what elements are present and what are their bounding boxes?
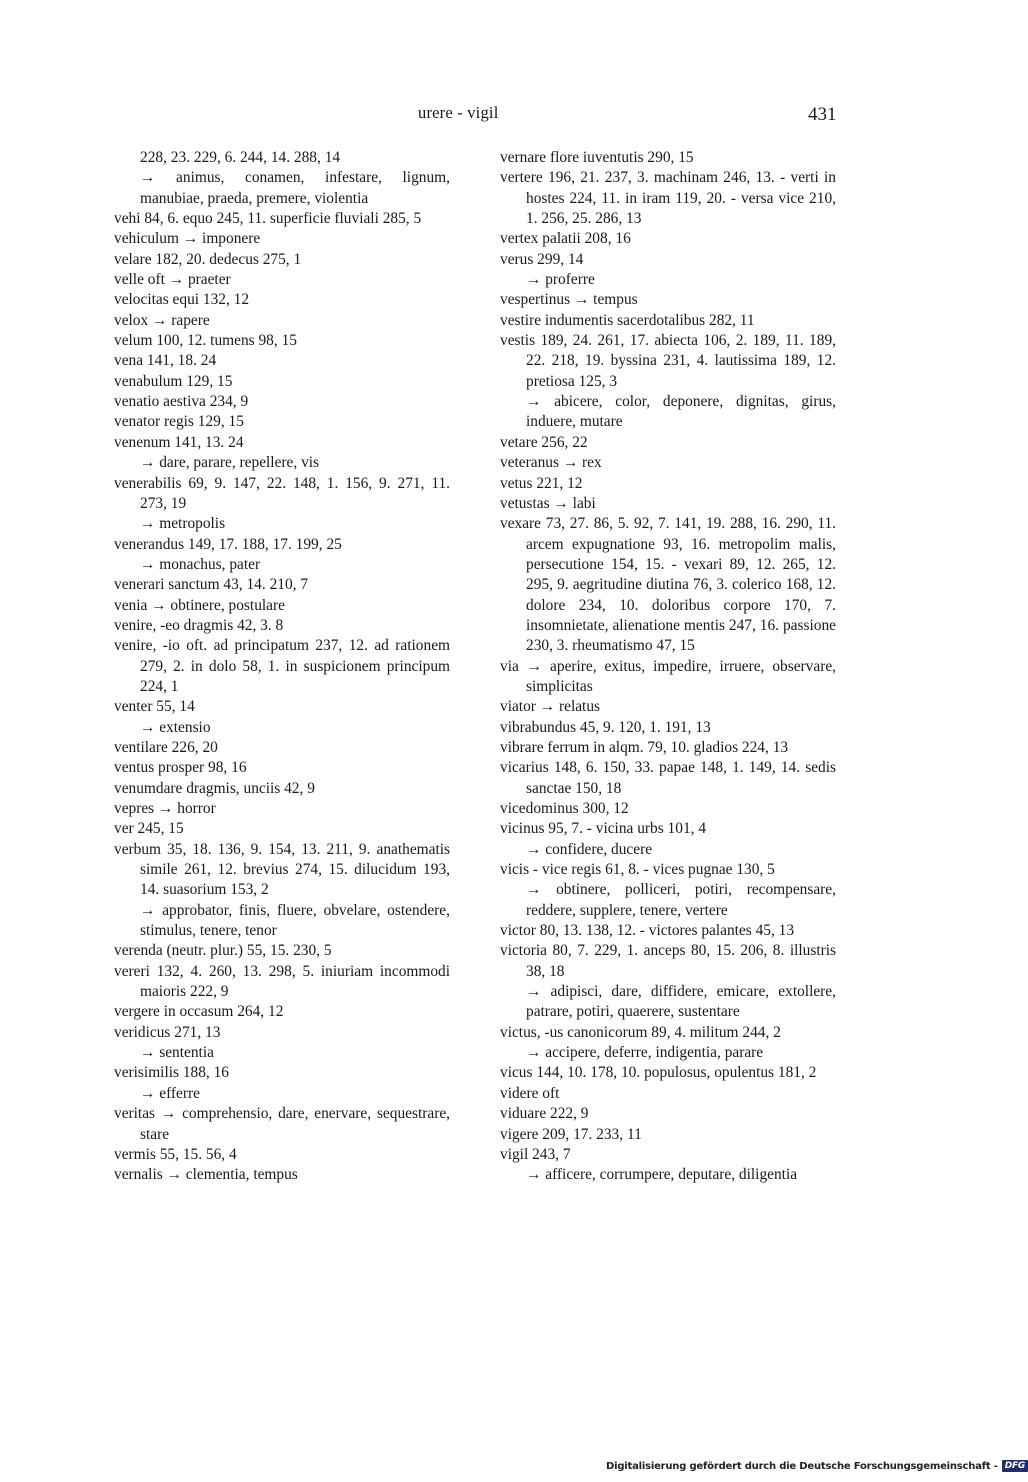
- index-entry: vetare 256, 22: [500, 433, 588, 451]
- index-entry: venatio aestiva 234, 9: [114, 393, 249, 411]
- index-entry: verbum 35, 18. 136, 9. 154, 13. 211, 9. anathematis simile 261, 12. brevius 274, 15. dilucidum 193, 14. suasorium 153, 2: [114, 840, 450, 899]
- index-entry: ventus prosper 98, 16: [114, 759, 247, 777]
- index-entry: ver 245, 15: [114, 820, 184, 838]
- page-header: [0, 103, 1000, 133]
- index-entry: vibrare ferrum in alqm. 79, 10. gladios 224, 13: [500, 738, 789, 756]
- index-entry: → afficere, corrumpere, deputare, diligentia: [526, 1166, 798, 1184]
- index-entry: → abicere, color, deponere, dignitas, girus, induere, mutare: [526, 393, 836, 431]
- index-column-right: [500, 148, 836, 1186]
- index-entry: venire, -io oft. ad principatum 237, 12. ad rationem 279, 2. in dolo 58, 1. in suspicionem principum 224, 1: [114, 637, 450, 695]
- index-entry: → approbator, finis, fluere, obvelare, ostendere, stimulus, tenere, tenor: [140, 901, 450, 940]
- index-entry: vetustas → labi: [500, 494, 596, 512]
- index-column-left: [114, 148, 450, 1186]
- index-entry: videre oft: [500, 1084, 560, 1102]
- index-entry: → monachus, pater: [140, 555, 261, 573]
- index-entry: vestis 189, 24. 261, 17. abiecta 106, 2. 189, 11. 189, 22. 218, 19. byssina 231, 4. lautissima 189, 12. pretiosa 125, 3: [500, 332, 836, 390]
- index-entry: verenda (neutr. plur.) 55, 15. 230, 5: [114, 942, 332, 960]
- index-entry: verus 299, 14: [500, 250, 584, 268]
- index-entry: vibrabundus 45, 9. 120, 1. 191, 13: [500, 718, 711, 736]
- index-entry: vergere in occasum 264, 12: [114, 1003, 284, 1021]
- index-entry: → dare, parare, repellere, vis: [140, 454, 320, 472]
- index-entry: victus, -us canonicorum 89, 4. militum 244, 2: [500, 1023, 781, 1041]
- index-entry: → metropolis: [140, 515, 226, 533]
- index-entry: vereri 132, 4. 260, 13. 298, 5. iniuriam incommodi maioris 222, 9: [114, 962, 450, 1001]
- index-entry: veteranus → rex: [500, 454, 602, 472]
- index-entry: vertere 196, 21. 237, 3. machinam 246, 13. - verti in hostes 224, 11. in iram 119, 20. - versa vice 210, 1. 256, 25. 286, 13: [500, 169, 836, 228]
- index-entry: vicarius 148, 6. 150, 33. papae 148, 1. 149, 14. sedis sanctae 150, 18: [500, 759, 836, 797]
- index-entry: → animus, conamen, infestare, lignum, manubiae, praeda, premere, violentia: [140, 169, 450, 207]
- dfg-logo: DFG: [1002, 1460, 1028, 1472]
- index-entry: vicedominus 300, 12: [500, 800, 629, 817]
- index-entry: vestire indumentis sacerdotalibus 282, 11: [500, 311, 755, 329]
- index-entry: velocitas equi 132, 12: [114, 291, 250, 309]
- running-title: urere - vigil: [418, 103, 499, 122]
- index-entry: vermis 55, 15. 56, 4: [114, 1145, 237, 1163]
- index-entry: vicus 144, 10. 178, 10. populosus, opulentus 181, 2: [500, 1064, 817, 1082]
- index-entry: venerari sanctum 43, 14. 210, 7: [114, 576, 309, 594]
- index-entry: vehi 84, 6. equo 245, 11. superficie fluviali 285, 5: [114, 210, 422, 228]
- index-entry: vehiculum → imponere: [114, 230, 261, 248]
- credit-text: Digitalisierung gefördert durch die Deutsche Forschungsgemeinschaft -: [606, 1460, 998, 1472]
- index-entry: vertex palatii 208, 16: [500, 230, 631, 248]
- index-entry: vexare 73, 27. 86, 5. 92, 7. 141, 19. 288, 16. 290, 11. arcem expugnatione 93, 16. metropolim malis, persecutione 154, 15. - vexari 89, 12. 265, 12. 295, 9. aegritudine diutina 76, 3. colerico 168, 12. dolore 234, 10. doloribus corpore 170, 7. insomnietate, alienatione mentis 247, 16. passione 230, 3. rheumatismo 47, 15: [500, 515, 836, 655]
- index-entry: velle oft → praeter: [114, 271, 231, 289]
- index-entry: vetus 221, 12: [500, 474, 583, 492]
- index-entry: venabulum 129, 15: [114, 372, 233, 390]
- index-entry: ventilare 226, 20: [114, 738, 218, 756]
- index-entry: 228, 23. 229, 6. 244, 14. 288, 14: [140, 149, 341, 166]
- index-entry: victoria 80, 7. 229, 1. anceps 80, 15. 206, 8. illustris 38, 18: [500, 942, 836, 980]
- index-entry: venerabilis 69, 9. 147, 22. 148, 1. 156, 9. 271, 11. 273, 19: [114, 474, 450, 512]
- index-entry: vena 141, 18. 24: [114, 352, 217, 370]
- index-entry: vernalis → clementia, tempus: [114, 1166, 298, 1184]
- index-entry: velare 182, 20. dedecus 275, 1: [114, 250, 302, 268]
- index-entry: vernare flore iuventutis 290, 15: [500, 149, 694, 166]
- index-entry: viator → relatus: [500, 698, 601, 716]
- index-entry: venator regis 129, 15: [114, 413, 244, 431]
- index-entry: → obtinere, polliceri, potiri, recompensare, reddere, supplere, tenere, vertere: [526, 881, 836, 919]
- index-entry: viduare 222, 9: [500, 1105, 589, 1123]
- index-entry: → adipisci, dare, diffidere, emicare, extollere, patrare, potiri, quaerere, sustentare: [526, 983, 836, 1021]
- index-entry: vicinus 95, 7. - vicina urbs 101, 4: [500, 820, 707, 838]
- index-entry: venia → obtinere, postulare: [114, 596, 285, 614]
- index-entry: → efferre: [140, 1084, 200, 1102]
- index-entry: vicis - vice regis 61, 8. - vices pugnae 130, 5: [500, 861, 775, 879]
- page-number: 431: [808, 104, 837, 125]
- index-entry: → accipere, deferre, indigentia, parare: [526, 1044, 764, 1062]
- index-entry: victor 80, 13. 138, 12. - victores palantes 45, 13: [500, 922, 795, 940]
- index-entry: velum 100, 12. tumens 98, 15: [114, 332, 297, 350]
- index-entry: veritas → comprehensio, dare, enervare, sequestrare, stare: [114, 1105, 450, 1143]
- index-entry: → sententia: [140, 1044, 214, 1062]
- digitization-credit: [606, 1459, 1028, 1473]
- index-entry: → extensio: [140, 718, 211, 736]
- index-entry: veridicus 271, 13: [114, 1023, 221, 1041]
- index-entry: vepres → horror: [114, 800, 216, 817]
- index-entry: vigere 209, 17. 233, 11: [500, 1125, 642, 1143]
- index-entry: → proferre: [526, 271, 595, 289]
- index-entry: vigil 243, 7: [500, 1145, 571, 1163]
- index-entry: venumdare dragmis, unciis 42, 9: [114, 779, 315, 797]
- index-entry: venire, -eo dragmis 42, 3. 8: [114, 616, 284, 634]
- index-entry: verisimilis 188, 16: [114, 1064, 230, 1082]
- index-entry: velox → rapere: [114, 311, 210, 329]
- index-entry: via → aperire, exitus, impedire, irruere, observare, simplicitas: [500, 657, 836, 695]
- index-entry: vespertinus → tempus: [500, 291, 638, 309]
- index-entry: → confidere, ducere: [526, 840, 653, 858]
- index-entry: venerandus 149, 17. 188, 17. 199, 25: [114, 535, 342, 553]
- index-entry: venenum 141, 13. 24: [114, 433, 244, 451]
- index-entry: venter 55, 14: [114, 698, 195, 716]
